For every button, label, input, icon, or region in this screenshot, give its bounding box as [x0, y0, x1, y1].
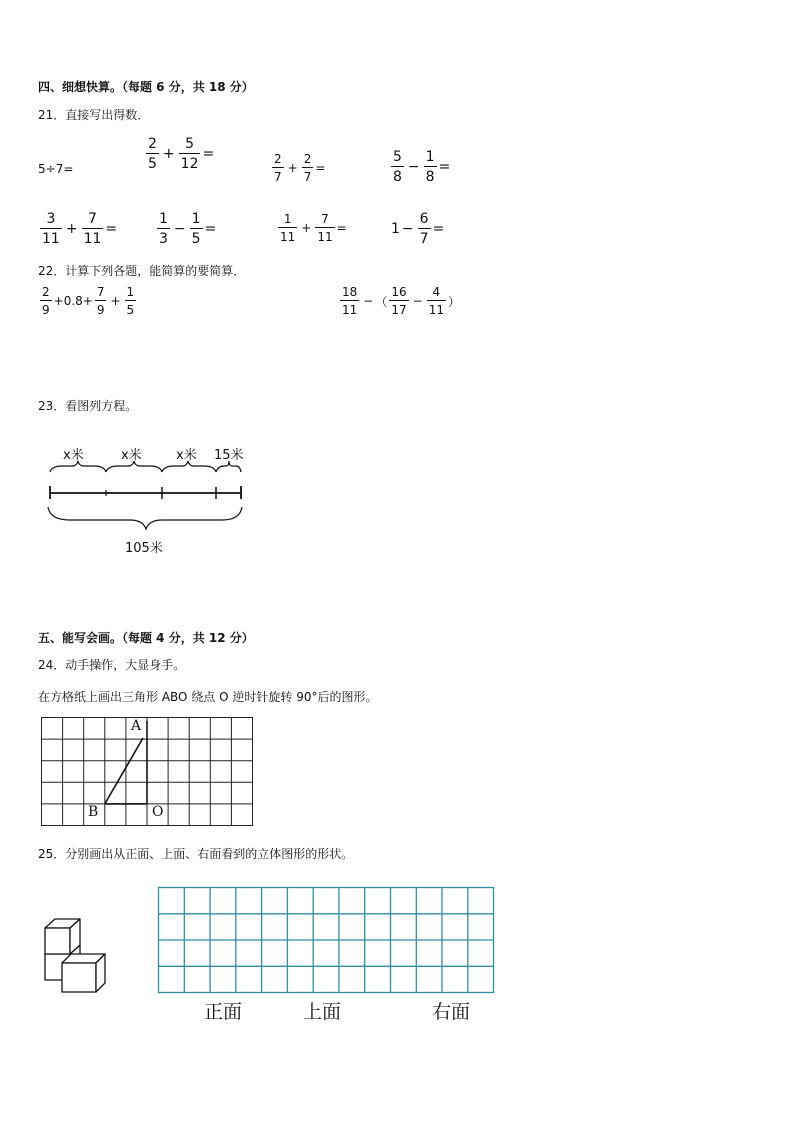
fraction: $\frac{1}{8}$ [425, 149, 435, 185]
total-length-label: 105米 [125, 541, 163, 556]
fraction: $\frac{5}{8}$ [393, 149, 402, 185]
question-24-instruction: 在方格纸上画出三角形 ABO 绕点 O 逆时针旋转 90°后的图形。 [38, 690, 378, 704]
expression-22-1: $\frac{2}{9}$ +0.8+ $\frac{7}{9}$ + $\frac{1}{5}$ [42, 285, 135, 317]
fraction: $\frac{18}{11}$ [342, 285, 358, 317]
fraction: $\frac{2}{7}$ [274, 152, 282, 184]
fraction: $\frac{7}{11}$ [317, 212, 333, 244]
expression-21-5: $\frac{3}{11}$ + $\frac{7}{11}$ = [42, 211, 118, 247]
point-b-label: B [88, 804, 99, 820]
fraction: $\frac{3}{11}$ [42, 211, 60, 247]
fraction: $\frac{1}{3}$ [159, 211, 168, 247]
fraction: $\frac{2}{5}$ [148, 136, 157, 172]
section-4-title: 四、细想快算。（每题 6 分，共 18 分） [38, 80, 254, 94]
caption-front-view: 正面 [204, 1001, 243, 1023]
square-grid [40, 716, 256, 828]
expression-21-3: $\frac{2}{7}$ + $\frac{2}{7}$ = [274, 152, 326, 184]
drawing-grid [157, 886, 496, 995]
expression-21-8: 1 − $\frac{6}{7}$ = [391, 211, 445, 247]
expression-21-6: $\frac{1}{3}$ − $\frac{1}{5}$ = [159, 211, 217, 247]
segment-label: 15米 [214, 448, 244, 463]
segment-label: x米 [63, 448, 84, 463]
fraction: $\frac{4}{11}$ [428, 285, 444, 317]
segment-label: x米 [121, 448, 142, 463]
expression-21-7: $\frac{1}{11}$ + $\frac{7}{11}$ = [280, 212, 347, 244]
expression-text: 5÷7= [38, 162, 74, 176]
fraction: $\frac{2}{7}$ [303, 152, 312, 184]
expression-21-1 [38, 162, 73, 176]
section-5-title: 五、能写会画。（每题 4 分，共 12 分） [38, 631, 254, 645]
cube-stack-drawing [36, 910, 112, 996]
point-o-label: O [152, 804, 164, 820]
fraction: $\frac{5}{12}$ [180, 136, 199, 172]
fraction: $\frac{1}{5}$ [191, 211, 201, 247]
fraction: $\frac{7}{9}$ [96, 285, 105, 317]
fraction: $\frac{2}{9}$ [42, 285, 50, 317]
bottom-brace [48, 507, 242, 529]
expression-21-4: $\frac{5}{8}$ − $\frac{1}{8}$ = [393, 149, 451, 185]
question-22-label: 22．计算下列各题，能简算的要简算． [38, 264, 246, 278]
question-23-label: 23．看图列方程。 [38, 399, 138, 413]
question-24-label: 24．动手操作，大显身手。 [38, 658, 186, 672]
caption-top-view: 上面 [303, 1001, 342, 1023]
fraction: $\frac{6}{7}$ [419, 211, 429, 247]
fraction: $\frac{1}{5}$ [126, 285, 135, 317]
question-25-label: 25．分别画出从正面、上面、右面看到的立体图形的形状。 [38, 847, 354, 861]
fraction: $\frac{7}{11}$ [83, 211, 102, 247]
expression-22-2: $\frac{18}{11}$ − （ $\frac{16}{17}$ − $\frac{4}{11}$ ） [342, 285, 460, 317]
fraction: $\frac{1}{11}$ [280, 212, 296, 244]
segment-label: x米 [176, 448, 197, 463]
question-21-label: 21．直接写出得数． [38, 108, 150, 122]
fraction: $\frac{16}{17}$ [391, 285, 407, 317]
expression-21-2: $\frac{2}{5}$ + $\frac{5}{12}$ = [148, 136, 215, 172]
caption-right-view: 右面 [432, 1001, 471, 1023]
point-a-label: A [131, 718, 142, 734]
